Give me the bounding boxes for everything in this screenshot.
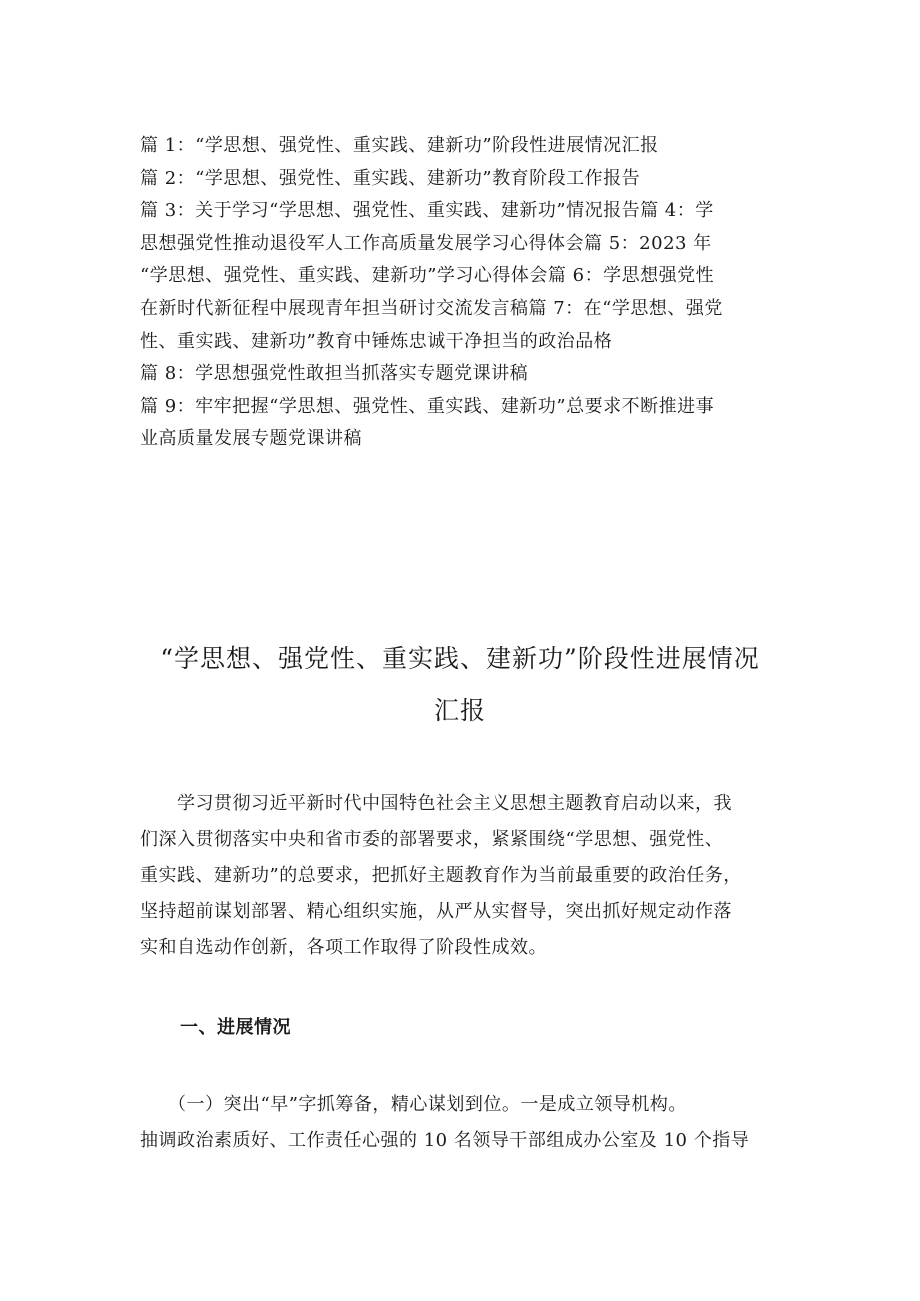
paragraph-line: 学习贯彻习近平新时代中国特色社会主义思想主题教育启动以来，我 (140, 793, 732, 814)
paragraph-line: 们深入贯彻落实中央和省市委的部署要求，紧紧围绕“学思想、强党性、 (140, 829, 724, 850)
table-of-contents (140, 130, 790, 456)
toc-line: 篇 2：“学思想、强党性、重实践、建新功”教育阶段工作报告 (140, 167, 641, 189)
toc-line: 业高质量发展专题党课讲稿 (140, 428, 362, 450)
toc-line: 篇 9：牢牢把握“学思想、强党性、重实践、建新功”总要求不断推进事 (140, 395, 715, 417)
paragraph-line: 重实践、建新功”的总要求，把抓好主题教育作为当前最重要的政治任务， (140, 865, 742, 886)
toc-line: 在新时代新征程中展现青年担当研讨交流发言稿篇 7：在“学思想、强党 (140, 297, 723, 319)
toc-line: 性、重实践、建新功”教育中锤炼忠诚干净担当的政治品格 (140, 330, 613, 352)
paragraph-line: （一）突出“早”字抓筹备，精心谋划到位。一是成立领导机构。 (140, 1094, 687, 1115)
paragraph-line: 实和自选动作创新，各项工作取得了阶段性成效。 (140, 937, 547, 958)
section-heading: 一、进展情况 (180, 1017, 291, 1038)
toc-line: 篇 1：“学思想、强党性、重实践、建新功”阶段性进展情况汇报 (140, 135, 659, 156)
toc-line: 思想强党性推动退役军人工作高质量发展学习心得体会篇 5：2023 年 (140, 232, 712, 254)
paragraph-line: 坚持超前谋划部署、精心组织实施，从严从实督导，突出抓好规定动作落 (140, 901, 732, 922)
toc-line: 篇 8：学思想强党性敢担当抓落实专题党课讲稿 (140, 363, 529, 385)
section-paragraph (140, 1087, 790, 1159)
document-title-line-2: 汇报 (433, 696, 486, 725)
document-title (120, 633, 800, 737)
intro-paragraph (140, 786, 790, 966)
toc-line: 篇 3：关于学习“学思想、强党性、重实践、建新功”情况报告篇 4：学 (140, 200, 714, 222)
toc-line: “学思想、强党性、重实践、建新功”学习心得体会篇 6：学思想强党性 (140, 265, 715, 287)
paragraph-line: 抽调政治素质好、工作责任心强的 10 名领导干部组成办公室及 10 个指导 (140, 1130, 750, 1151)
document-title-line-1: “学思想、强党性、重实践、建新功”阶段性进展情况 (160, 644, 760, 673)
